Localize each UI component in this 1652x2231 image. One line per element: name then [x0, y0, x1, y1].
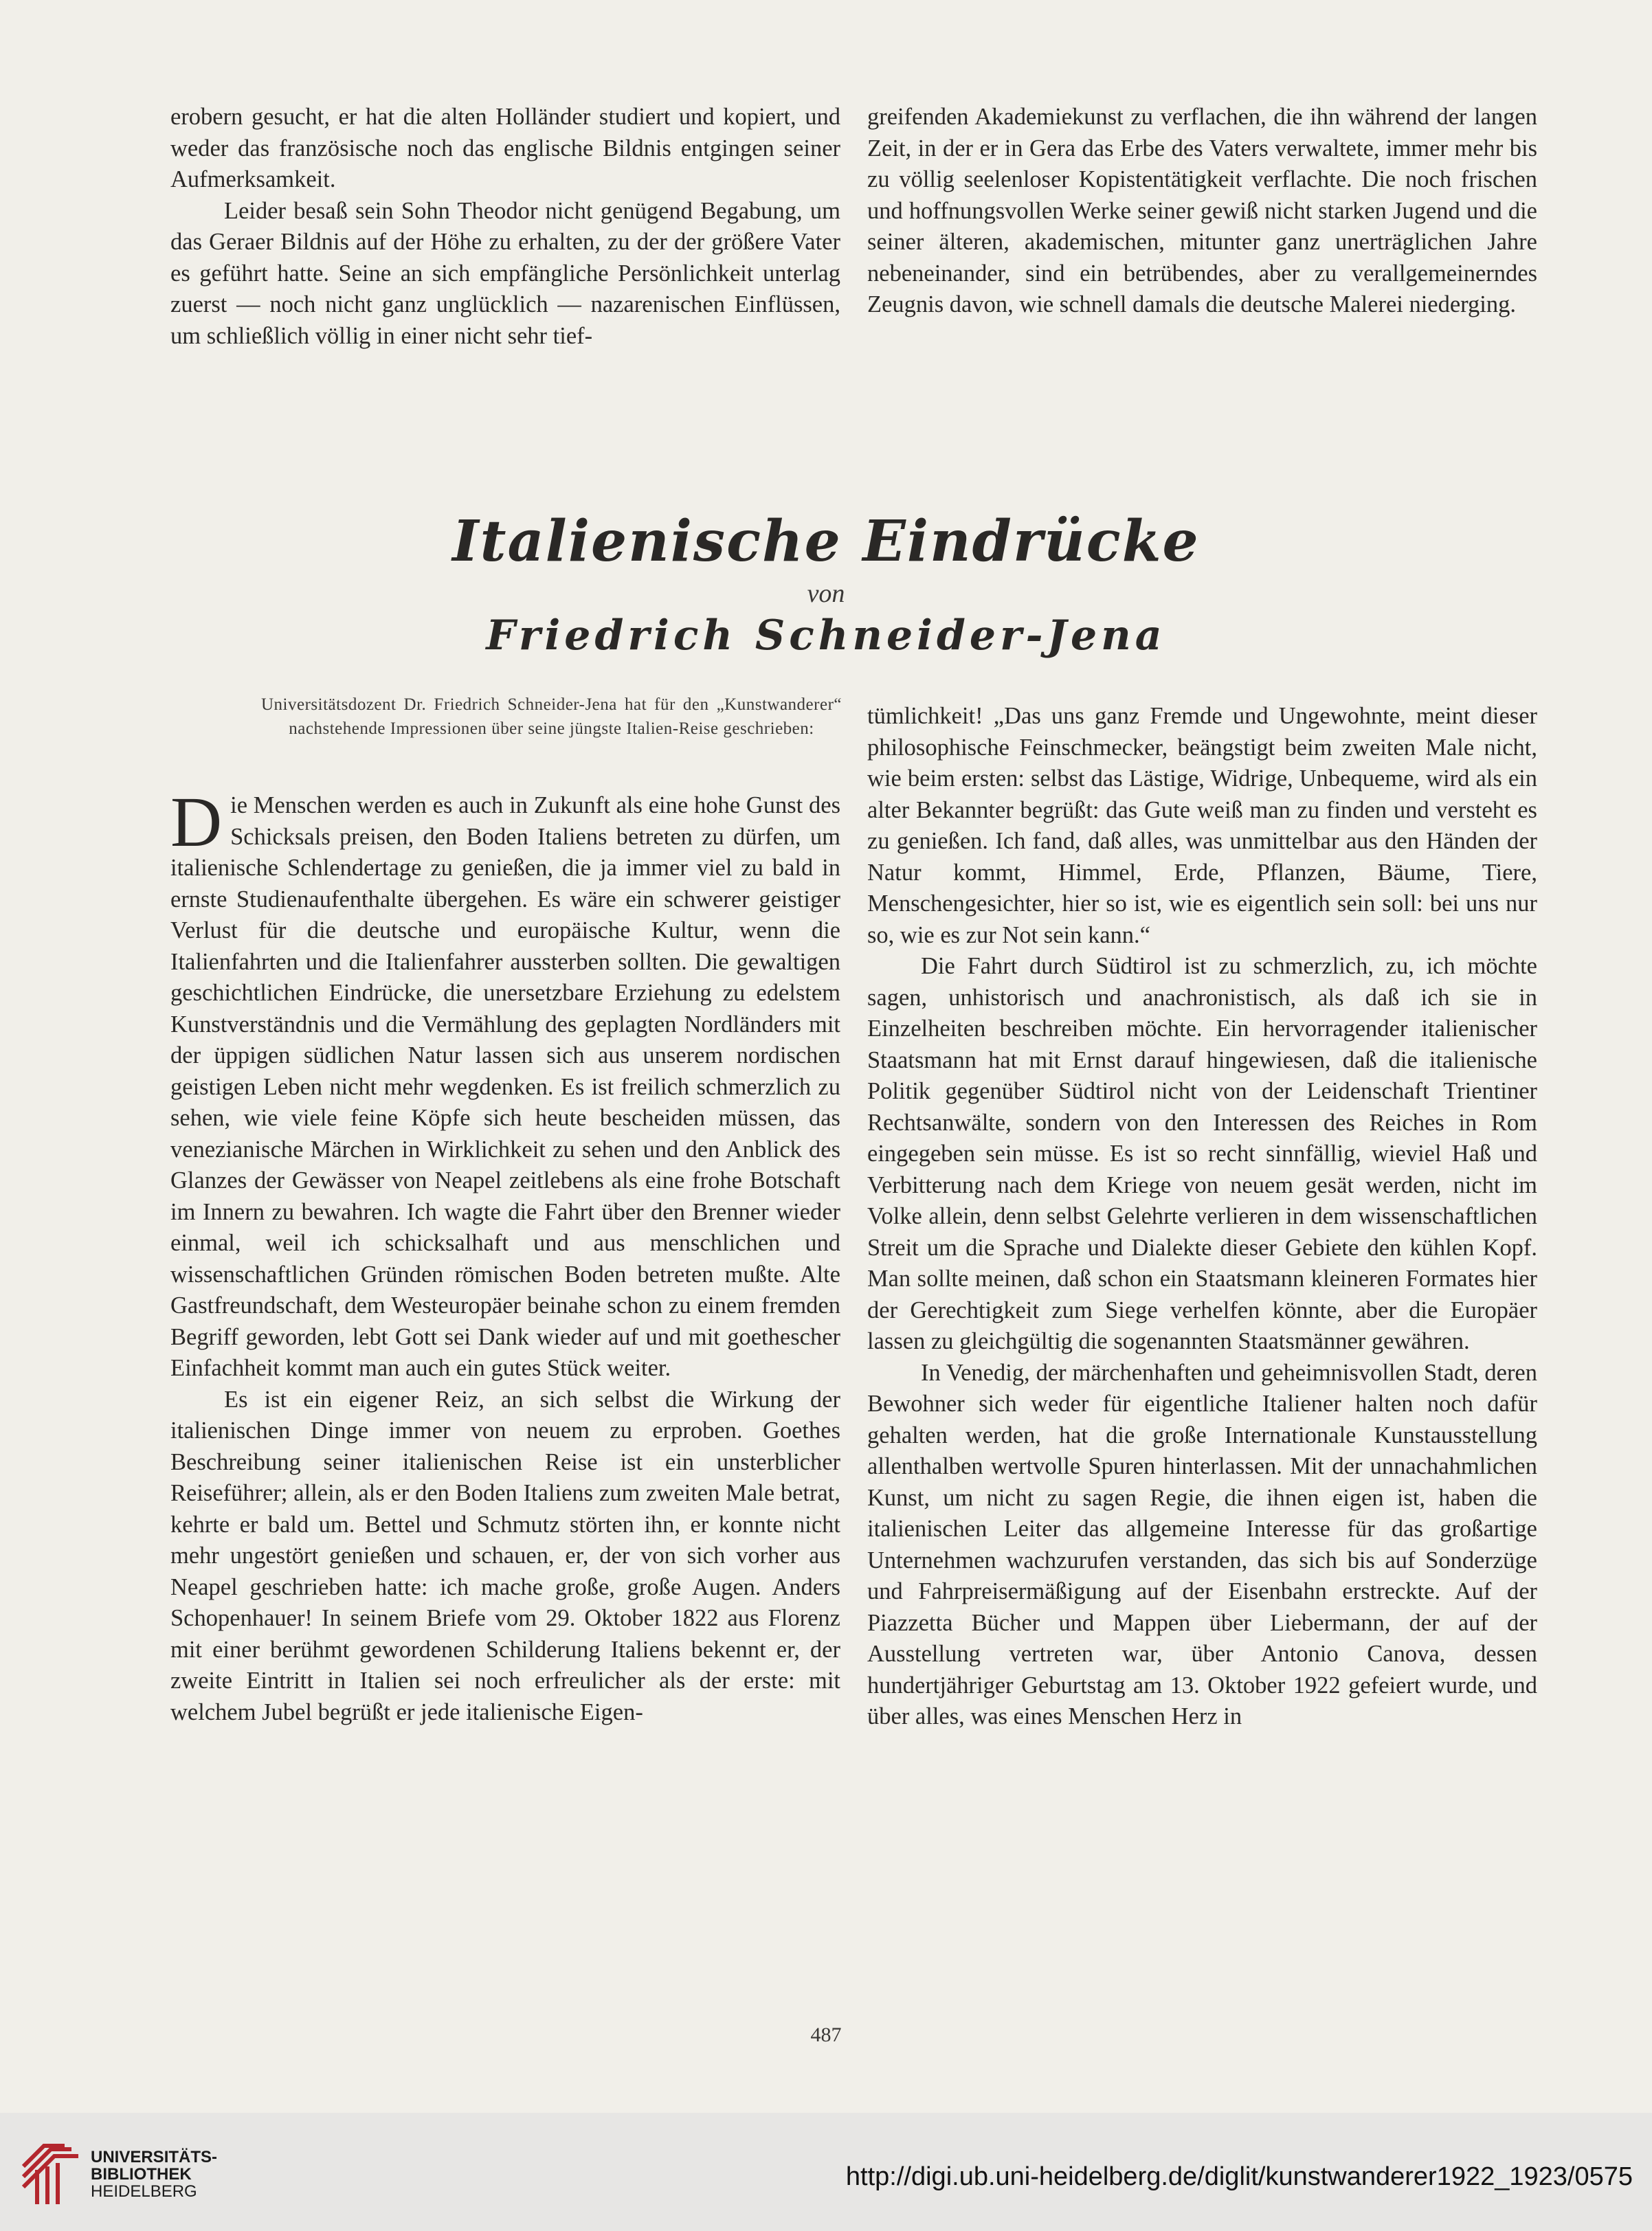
page-number: 487 [810, 2023, 842, 2046]
drop-cap: D [170, 783, 223, 862]
article-intro-note: Universitätsdozent Dr. Friedrich Schneider-Jena hat für den „Kunstwanderer“ nachstehende Impressionen über seine jüngste Italien-Reise geschrieben: [261, 695, 842, 738]
top-right-column [867, 102, 1537, 321]
paragraph: In Venedig, der märchenhaften und geheimnisvollen Stadt, deren Bewohner sich weder für eigentliche Italiener halten noch dafür gehalten werden, hat die große Internationale Kunstausstellung allenthalben wertvolle Spuren hinterlassen. Mit der unnachahmlichen Kunst, um nicht zu sagen Regie, die ihnen eigen ist, haben die italienischen Leiter das allgemeine Interesse für das großartige Unternehmen wachzurufen verstanden, das sich bis auf Sonderzüge und Fahrpreisermäßigung auf der Eisenbahn erstreckte. Auf der Piazzetta Bücher und Mappen über Liebermann, der auf der Ausstellung vertreten war, über Antonio Canova, dessen hundertjähriger Geburtstag am 13. Oktober 1922 gefeiert wurde, und über alles, was eines Menschen Herz in [867, 1359, 1537, 1729]
library-name [91, 2149, 217, 2200]
paragraph: greifenden Akademiekunst zu verflachen, die ihn während der langen Zeit, in der er in Gera das Erbe des Vaters verwaltete, immer mehr bis zu völlig seelenloser Kopistentätigkeit verflachte. Die noch frischen und hoffnungsvollen Werke seiner gewiß nicht starken Jugend und die seiner älteren, akademischen, mitunter ganz unerträglichen Jahre nebeneinander, sind ein betrübendes, aber zu verallgemeinerndes Zeugnis davon, wie schnell damals die deutsche Malerei niederging. [867, 104, 1537, 317]
paragraph-text: ie Menschen werden es auch in Zukunft als eine hohe Gunst des Schicksals preisen, den Boden Italiens betreten zu dürfen, um italienische Schlendertage zu genießen, die ja immer viel zu bald in ernste Studienaufenthalte übergehen. Es wäre ein schwerer geistiger Verlust für die deutsche und europäische Kultur, wenn die Italienfahrten und die Italienfahrer aussterben sollten. Die gewaltigen geschichtlichen Eindrücke, die unersetzbare Erziehung zu edelstem Kunstverständnis und die Vermählung des geplagten Nordländers mit der üppigen südlichen Natur lassen sich aus unserem nordischen geistigen Leben nicht mehr wegdenken. Es ist freilich schmerzlich zu sehen, wie viele feine Köpfe sich heute bescheiden müssen, das venezianische Märchen in Wirklichkeit zu sehen und den Anblick des Glanzes der Gewässer von Neapel zeitlebens als eine frohe Botschaft im Innern zu bewahren. Ich wagte die Fahrt über den Brenner wieder einmal, weil ich schicksalhaft und aus menschlichen und wissenschaftlichen Gründen römischen Boden betreten mußte. Alte Gastfreundschaft, dem Westeuropäer beinahe schon zu einem fremden Begriff geworden, lebt Gott sei Dank wieder auf und mit goethescher Einfachheit kommt man auch ein gutes Stück weiter. [170, 792, 840, 1381]
paragraph: Die Fahrt durch Südtirol ist zu schmerzlich, zu, ich möchte sagen, unhistorisch und anachronistisch, als daß ich sie in Einzelheiten beschreiben möchte. Ein hervorragender italienischer Staatsmann hat mit Ernst darauf hingewiesen, daß die italienische Politik gegenüber Südtirol nicht von der Leidenschaft Trientiner Rechtsanwälte, sondern von den Interessen des Reiches in Rom eingegeben sein müsse. Es ist so recht sinnfällig, wieviel Haß und Verbitterung nach dem Kriege von neuem gesät werden, nicht im Volke allein, denn selbst Gelehrte verlieren in dem wissenschaftlichen Streit um die Sprache und Dialekte dieser Gebiete den kühlen Kopf. Man sollte meinen, daß schon ein Staatsmann kleineren Formates hier der Gerechtigkeit zum Siege verhelfen könnte, aber die Europäer lassen zu gleichgültig die sogenannten Staatsmänner gewähren. [867, 953, 1537, 1354]
article-author: Friedrich Schneider-Jena [486, 612, 1166, 660]
article-left-column [170, 783, 840, 1728]
paragraph: Es ist ein eigener Reiz, an sich selbst die Wirkung der italienischen Dinge immer von neuem zu erproben. Goethes Beschreibung seiner italienischen Reise ist ein unsterblicher Reiseführer; allein, als er den Boden Italiens zum zweiten Male betrat, kehrte er bald um. Bettel und Schmutz störten ihn, er konnte nicht mehr ungestört genießen und schauen, er, der von sich vorher aus Neapel geschrieben hatte: ich mache große, große Augen. Anders Schopenhauer! In seinem Briefe vom 29. Oktober 1822 aus Florenz mit einer berühmt gewordenen Schilderung Italiens bekennt er, der zweite Eintritt in Italien sei noch erfreulicher als der erste: mit welchem Jubel begrüßt er jede italienische Eigen- [170, 1386, 840, 1725]
source-url-link[interactable]: http://digi.ub.uni-heidelberg.de/diglit/kunstwanderer1922_1923/0575 [845, 2162, 1633, 2191]
footer-bar [0, 2113, 1652, 2231]
ub-heidelberg-logo-icon [16, 2139, 85, 2208]
top-left-column [170, 102, 840, 352]
article-right-column [867, 701, 1537, 1733]
library-line: UNIVERSITÄTS- [91, 2148, 218, 2166]
library-line: BIBLIOTHEK [91, 2165, 192, 2184]
article-byline-von: von [807, 579, 845, 608]
library-line: HEIDELBERG [91, 2182, 197, 2201]
paragraph: Leider besaß sein Sohn Theodor nicht genügend Begabung, um das Geraer Bildnis auf der Höhe zu erhalten, zu der der größere Vater es geführt hatte. Seine an sich empfängliche Persönlichkeit unterlag zuerst — noch nicht ganz unglücklich — nazarenischen Einflüssen, um schließlich völlig in einer nicht sehr tief- [170, 197, 840, 349]
paragraph [170, 783, 840, 1384]
paragraph: erobern gesucht, er hat die alten Holländer studiert und kopiert, und weder das französische noch das englische Bildnis entgingen seiner Aufmerksamkeit. [170, 104, 840, 192]
article-title: Italienische Eindrücke [452, 508, 1200, 574]
paragraph: tümlichkeit! „Das uns ganz Fremde und Ungewohnte, meint dieser philosophische Feinschmecker, beängstigt beim zweiten Male nicht, wie beim ersten: selbst das Lästige, Widrige, Unbequeme, wird als ein alter Bekannter begrüßt: das Gute weiß man zu finden und versteht es zu genießen. Ich fand, daß alles, was unmittelbar aus den Händen der Natur kommt, Himmel, Erde, Pflanzen, Bäume, Tiere, Menschengesichter, hier so ist, wie es eigentlich sein soll: bei uns nur so, wie es zur Not sein kann.“ [867, 703, 1537, 948]
